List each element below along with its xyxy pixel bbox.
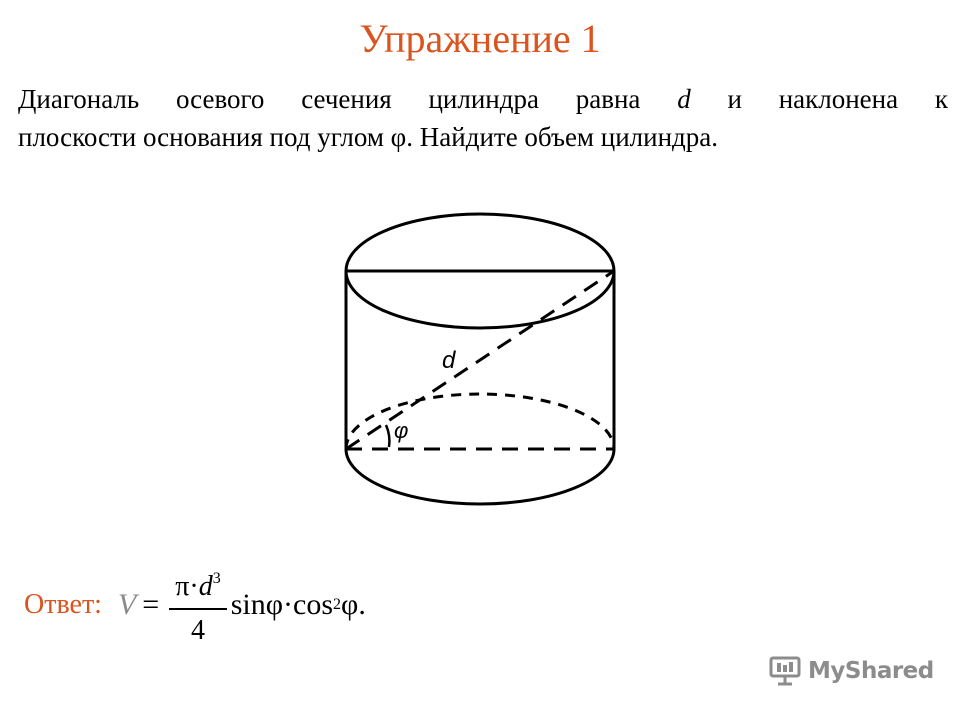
problem-line-1 (18, 80, 948, 118)
problem-statement (18, 80, 948, 156)
problem-variable-d: d (677, 84, 691, 114)
bottom-front-arc (346, 449, 614, 504)
numerator-dot: · (189, 571, 199, 602)
numerator-d: d (198, 571, 213, 602)
page-title: Упражнение 1 (359, 16, 601, 61)
diagonal-label: d (442, 347, 456, 374)
formula-sin: sin (230, 588, 266, 621)
formula-cos-exponent: 2 (333, 596, 342, 613)
presentation-board-icon (768, 656, 802, 686)
problem-line-2: плоскости основания под углом φ. Найдите объем цилиндра. (18, 122, 719, 152)
problem-text-b: и наклонена к (690, 84, 948, 114)
watermark-logo (768, 656, 934, 686)
angle-label: φ (394, 418, 409, 443)
answer-label: Ответ: (24, 589, 102, 620)
angle-arc (386, 425, 389, 447)
answer-block (24, 560, 366, 650)
formula-phi-1: φ (265, 588, 284, 621)
formula-equals: = (142, 588, 160, 621)
answer-formula (118, 562, 366, 648)
formula-dot: · (283, 588, 294, 621)
problem-text-a: Диагональ осевого сечения цилиндра равна (18, 84, 678, 114)
formula-cos: cos (293, 588, 334, 621)
numerator-pi: π (175, 571, 190, 602)
formula-fraction (169, 562, 226, 648)
formula-volume-symbol: V (117, 588, 137, 621)
cylinder-diagram (330, 205, 630, 515)
numerator-exponent: 3 (212, 570, 221, 587)
cylinder-figure (330, 205, 630, 520)
logo-text: MyShared (808, 658, 934, 684)
section-diagonal (346, 271, 614, 449)
bottom-back-arc (346, 394, 614, 449)
formula-phi-2: φ. (341, 588, 366, 621)
formula-denominator: 4 (190, 615, 205, 646)
formula-numerator (169, 562, 226, 610)
